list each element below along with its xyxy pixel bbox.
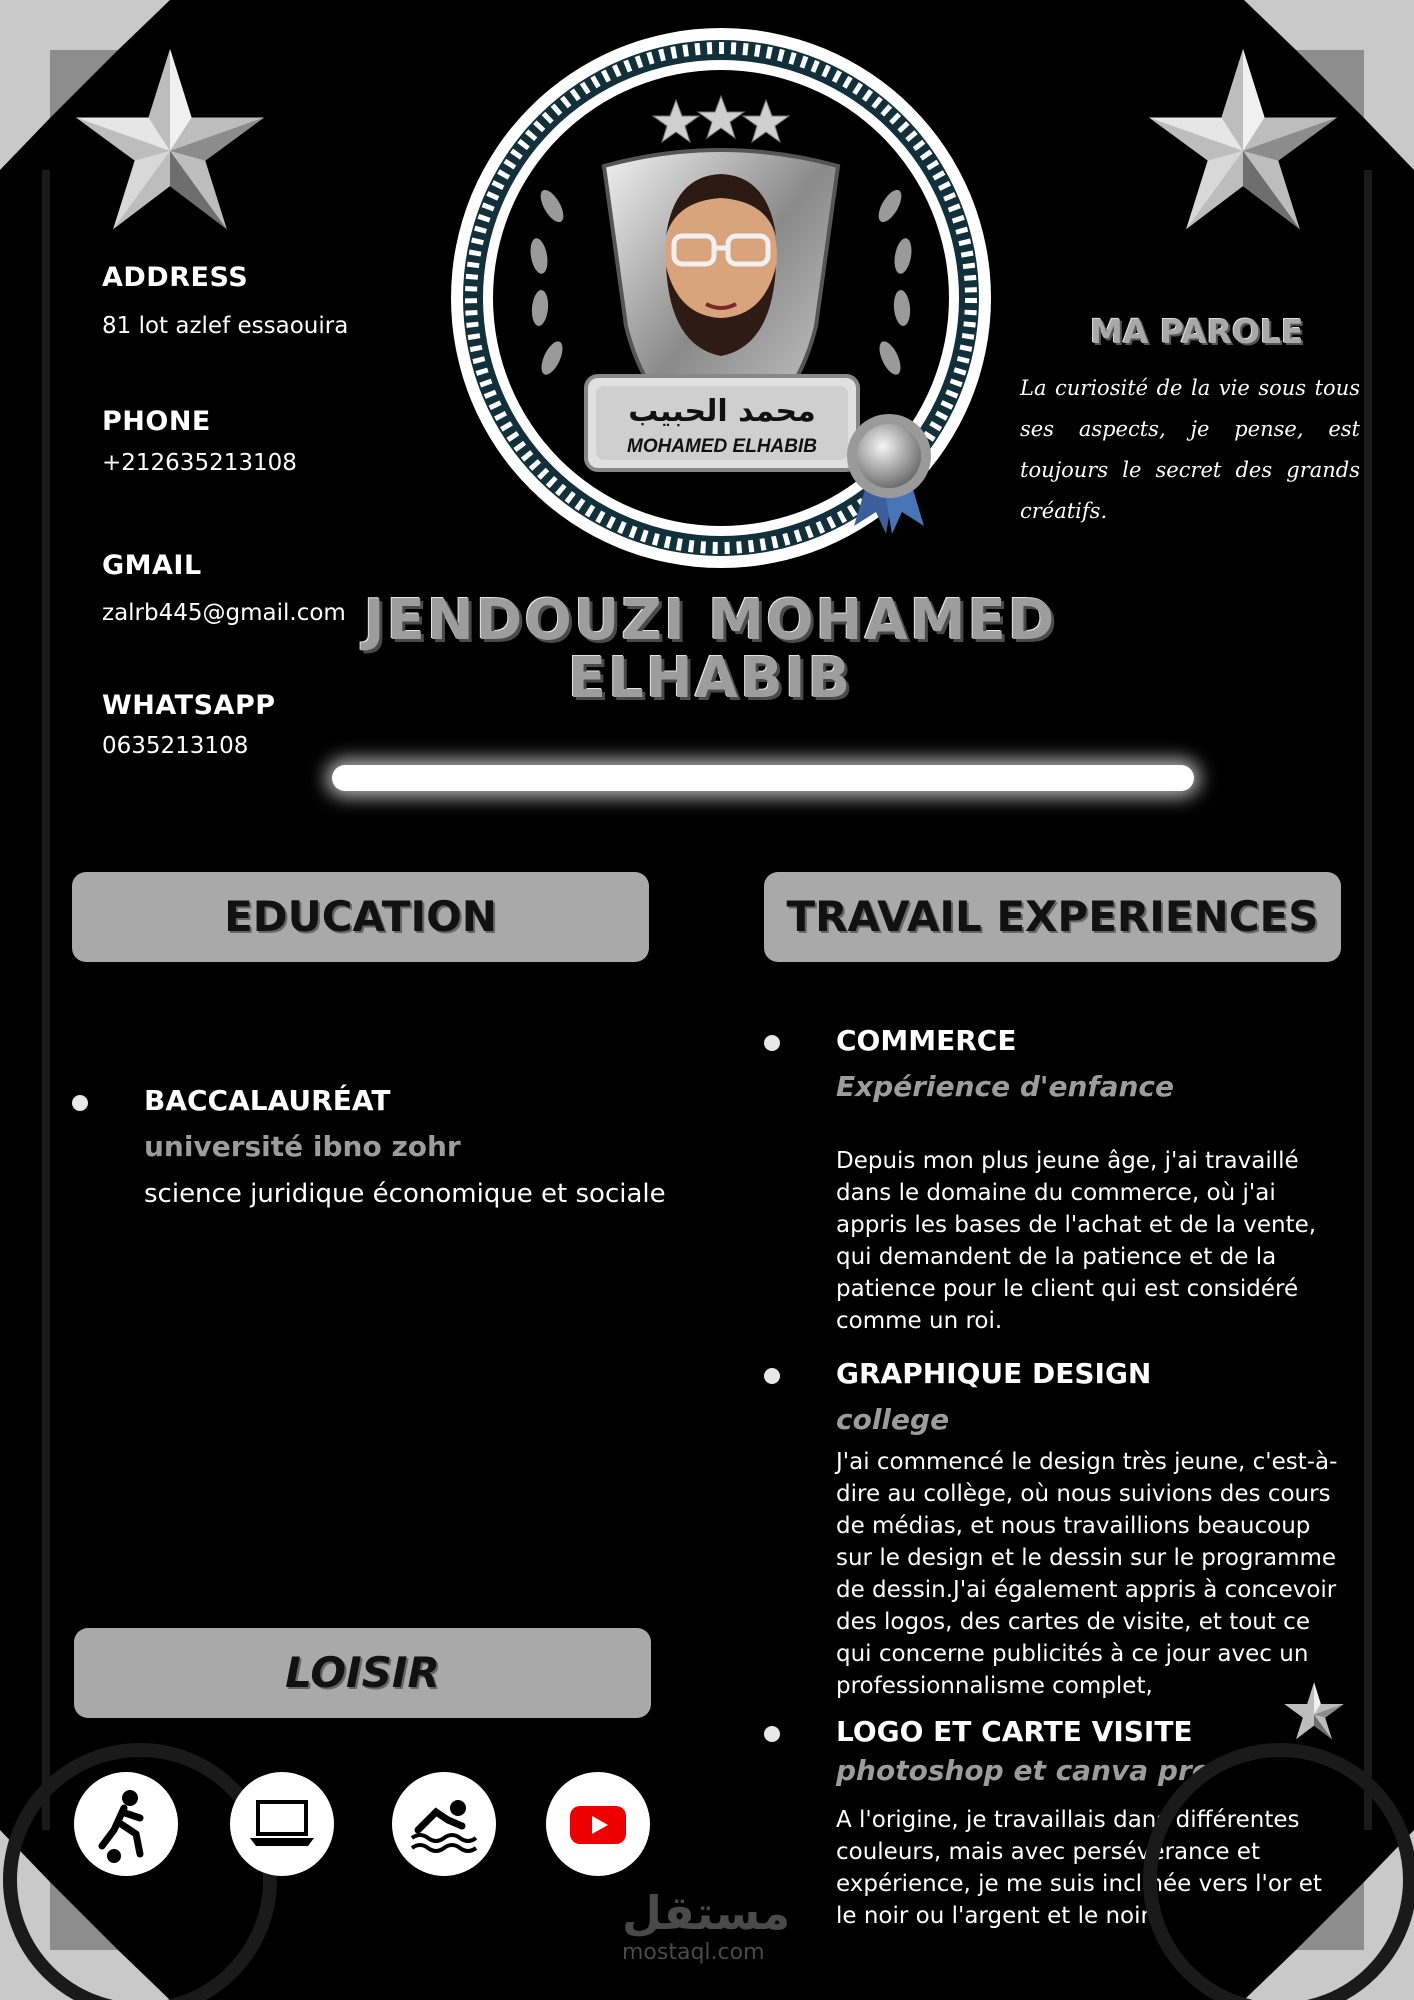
- experience-item-description: Depuis mon plus jeune âge, j'ai travaillé dans le domaine du commerce, où j'ai appris les bases de l'achat et de la vente, qui demandent de la patience et de la patience pour le client qui est considéré comme un roi.: [836, 1148, 1317, 1334]
- football-icon: [74, 1772, 178, 1876]
- experience-item-title: COMMERCE: [836, 1024, 1017, 1057]
- gmail-value: zalrb445@gmail.com: [102, 600, 346, 626]
- address-label: ADDRESS: [102, 262, 249, 293]
- watermark-latin: mostaql.com: [622, 1940, 765, 1965]
- address-value: 81 lot azlef essaouira: [102, 313, 349, 339]
- experience-heading: TRAVAIL EXPERIENCES: [764, 872, 1341, 962]
- education-heading: EDUCATION: [72, 872, 649, 962]
- experience-item-title: GRAPHIQUE DESIGN: [836, 1357, 1152, 1390]
- whatsapp-value: 0635213108: [102, 733, 249, 759]
- quote-text: La curiosité de la vie sous tous ses aspects, je pense, est toujours le secret des grands créatifs.: [1020, 376, 1360, 523]
- full-name: [330, 588, 1090, 711]
- education-item-subtitle: université ibno zohr: [144, 1130, 461, 1163]
- watermark-arabic: مستقل: [622, 1886, 791, 1940]
- emblem-arabic-name: محمد الحبيب: [628, 394, 816, 429]
- phone-label: PHONE: [102, 406, 211, 437]
- experience-item-description: A l'origine, je travaillais dans différentes couleurs, mais avec persévérance et expérience, je me suis inclinée vers l'or et le noir ou l'argent et le noir: [836, 1807, 1322, 1929]
- experience-bullet: [764, 1368, 780, 1384]
- glow-divider: [332, 765, 1194, 791]
- experience-bullet: [764, 1726, 780, 1742]
- whatsapp-label: WHATSAPP: [102, 690, 276, 721]
- star-icon: [72, 48, 268, 238]
- experience-item-title: LOGO ET CARTE VISITE: [836, 1715, 1193, 1748]
- frame-edge-left: [42, 170, 50, 1830]
- star-icon: [1145, 48, 1341, 238]
- experience-bullet: [764, 1035, 780, 1051]
- quote-title: MA PAROLE: [1090, 312, 1304, 351]
- profile-emblem: [444, 26, 1000, 586]
- full-name-line-2: ELHABIB: [567, 646, 853, 711]
- emblem-latin-name: MOHAMED ELHABIB: [627, 436, 817, 457]
- frame-edge-right: [1364, 170, 1372, 1830]
- experience-item-subtitle: college: [836, 1403, 950, 1436]
- gmail-label: GMAIL: [102, 550, 202, 581]
- decorative-arc-right: [1130, 1710, 1414, 2000]
- loisir-heading: LOISIR: [74, 1628, 651, 1718]
- swimming-icon: [392, 1772, 496, 1876]
- emblem-graphic: [444, 26, 1000, 586]
- phone-value: +212635213108: [102, 450, 297, 476]
- education-bullet: [72, 1095, 88, 1111]
- full-name-line-1: JENDOUZI MOHAMED: [363, 588, 1057, 653]
- experience-item-description: J'ai commencé le design très jeune, c'est-à-dire au collège, où nous suivions des cours de médias, et nous travaillions beaucoup sur le design et le dessin sur le programme de dessin.J'ai également appris à concevoir des logos, des cartes de visite, et tout ce qui concerne publicités à ce jour avec un professionnalisme complet,: [836, 1449, 1338, 1699]
- youtube-icon: [546, 1772, 650, 1876]
- experience-item-subtitle: photoshop et canva pro: [836, 1754, 1211, 1787]
- education-item-description: science juridique économique et sociale: [144, 1179, 666, 1209]
- laptop-icon: [230, 1772, 334, 1876]
- experience-item-subtitle: Expérience d'enfance: [836, 1070, 1175, 1103]
- education-item-title: BACCALAURÉAT: [144, 1084, 391, 1117]
